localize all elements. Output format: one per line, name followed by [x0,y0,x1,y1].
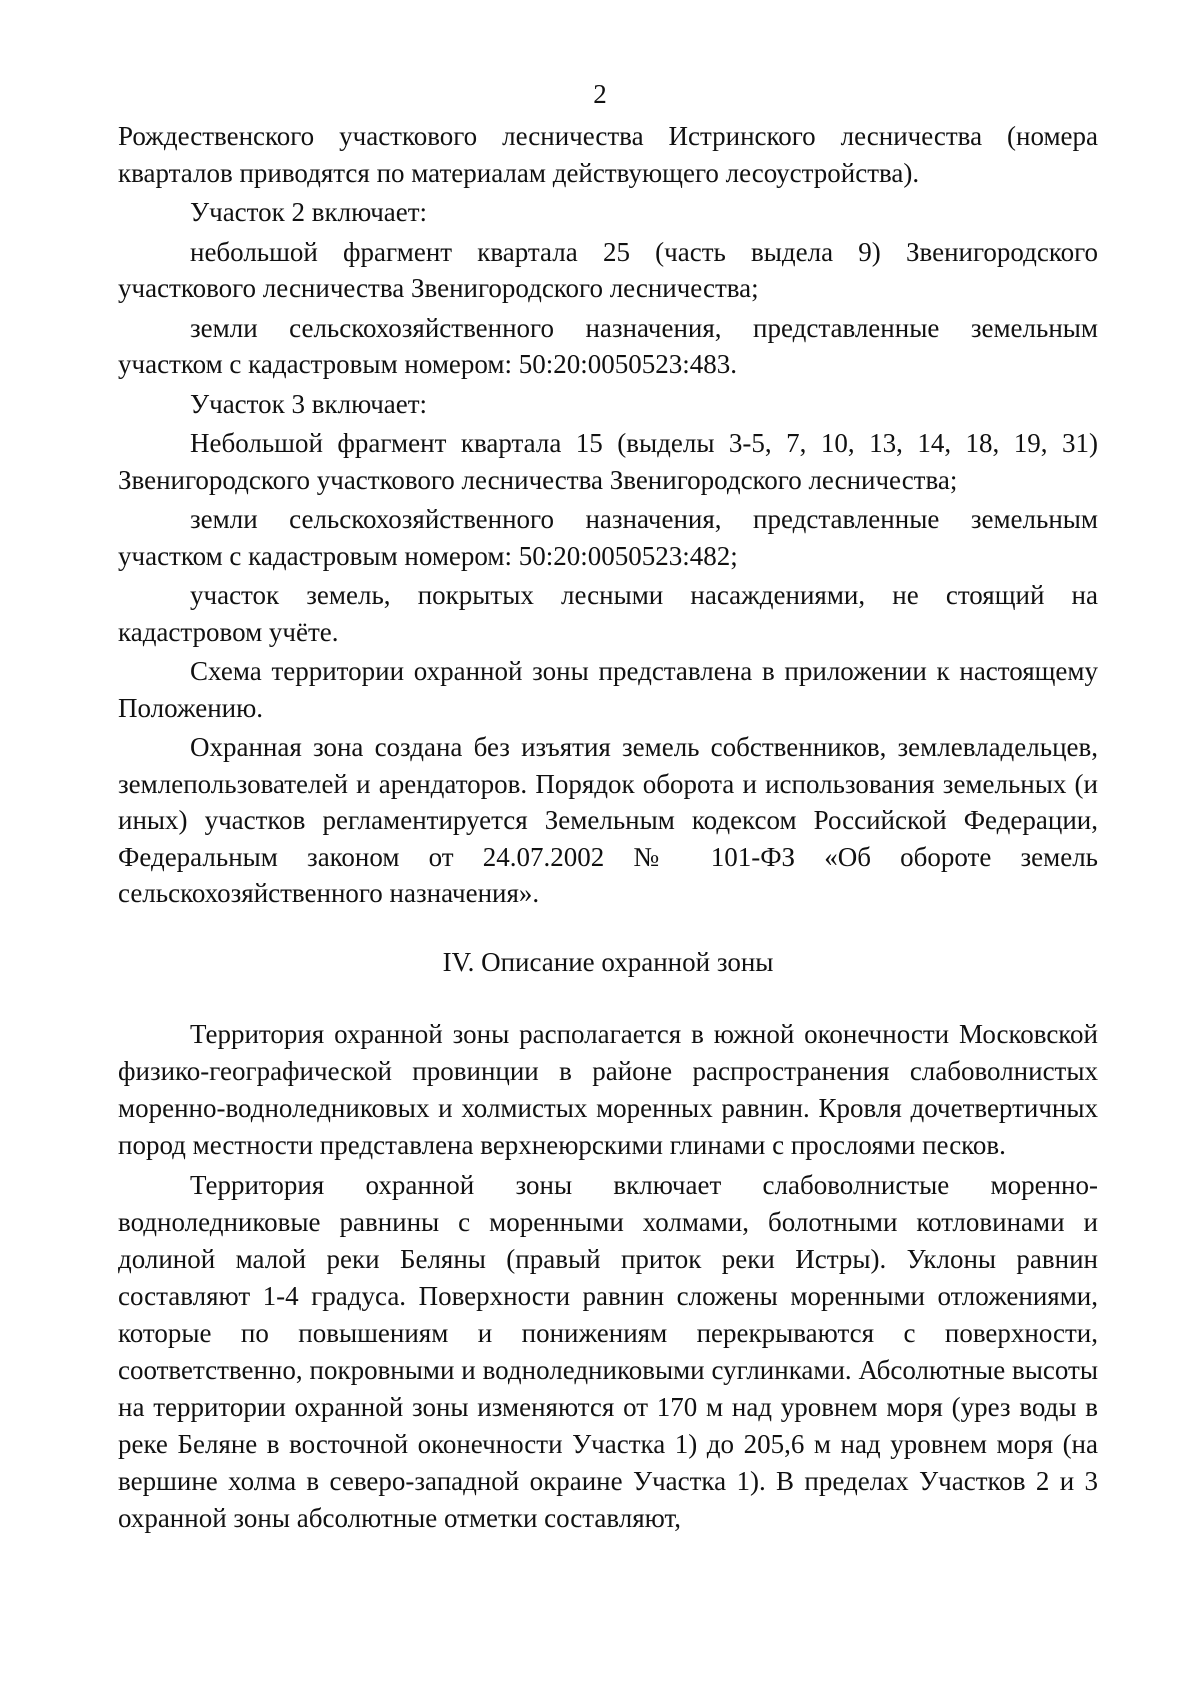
document-body [118,118,1098,1540]
paragraph: Территория охранной зоны располагается в южной оконечности Московской физико-географической провинции в районе распространения слабоволнистых моренно-водноледниковых и холмистых моренных равнин. Кровля дочетвертичных пород местности представлена верхнеюрскими глинами с прослоями песков. [118,1018,1098,1160]
section-4-body [118,1016,1098,1537]
paragraph: земли сельскохозяйственного назначения, представленные земельным участком с кадастровым номером: 50:20:0050523:482; [118,504,1098,571]
paragraph: Схема территории охранной зоны представлена в приложении к настоящему Положению. [118,656,1098,723]
paragraph: участок земель, покрытых лесными насаждениями, не стоящий на кадастровом учёте. [118,580,1098,647]
section-heading: IV. Описание охранной зоны [442,946,774,977]
paragraph: Территория охранной зоны включает слабоволнистые моренно-водноледниковые равнины с моренными холмами, болотными котловинами и долиной малой реки Беляны (правый приток реки Истры). Уклоны равнин составляют 1-4 градуса. Поверхности равнин сложены моренными отложениями, которые по повышениям и понижениям перекрываются с поверхности, соответственно, покровными и водноледниковыми суглинками. Абсолютные высоты на территории охранной зоны изменяются от 170 м над уровнем моря (урез воды в реке Беляне в восточной оконечности Участка 1) до 205,6 м над уровнем моря (на вершине холма в северо-западной окраине Участка 1). В пределах Участков 2 и 3 охранной зоны абсолютные отметки составляют, [118,1169,1098,1533]
paragraph: земли сельскохозяйственного назначения, представленные земельным участком с кадастровым номером: 50:20:0050523:483. [118,312,1098,379]
paragraph: Небольшой фрагмент квартала 15 (выделы 3-5, 7, 10, 13, 14, 18, 19, 31) Звенигородского участкового лесничества Звенигородского лесничества; [118,428,1098,495]
paragraph: Охранная зона создана без изъятия земель собственников, землевладельцев, землепользователей и арендаторов. Порядок оборота и использования земельных (и иных) участков регламентируется Земельным кодексом Российской Федерации, Федеральным законом от 24.07.2002 № 101-ФЗ «Об обороте земель сельскохозяйственного назначения». [118,732,1098,908]
paragraph: Рождественского участкового лесничества Истринского лесничества (номера кварталов приводятся по материалам действующего лесоустройства). [118,121,1098,188]
paragraph: Участок 2 включает: [190,197,428,227]
section-3-continuation [118,118,1098,912]
paragraph: Участок 3 включает: [190,388,428,419]
page-number: 2 [593,79,607,109]
paragraph: небольшой фрагмент квартала 25 (часть выдела 9) Звенигородского участкового лесничества Звенигородского лесничества; [118,236,1098,303]
